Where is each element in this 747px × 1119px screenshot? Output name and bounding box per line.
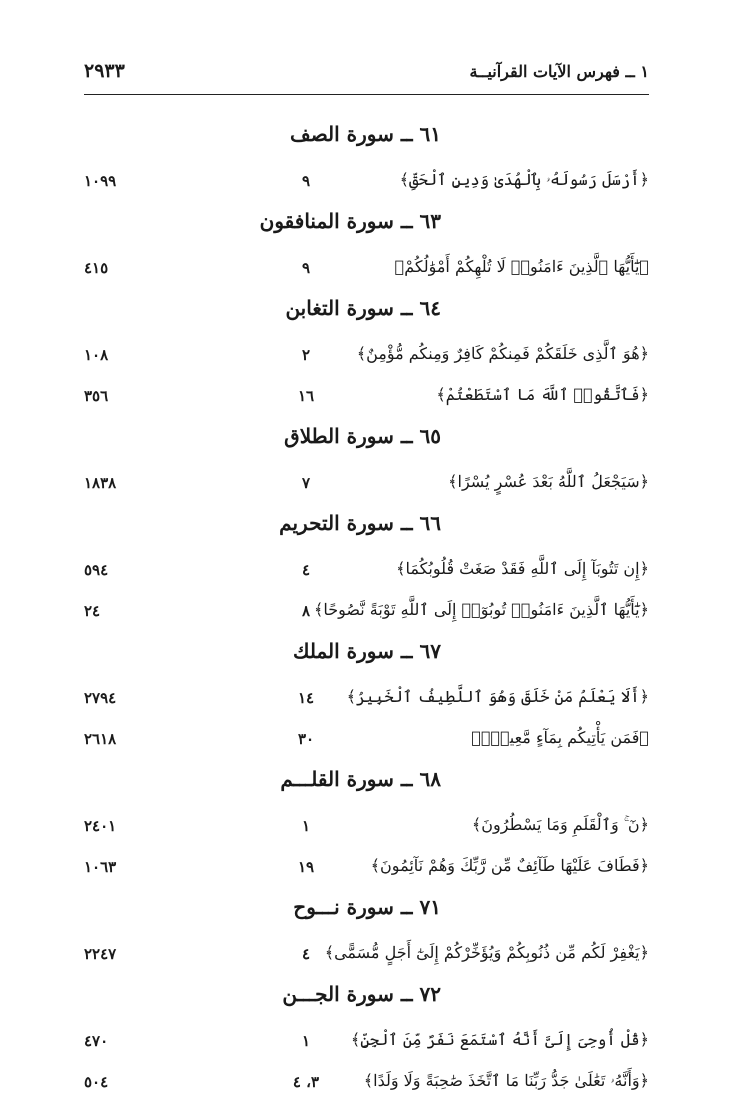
reference-number: ٢٢٤٧ xyxy=(84,945,117,963)
verse-text: ﴿أَلَا يَعْلَمُ مَنْ خَلَقَ وَهُوَ ٱللَّطِيفُ ٱلْخَبِيرُ﴾ xyxy=(346,687,649,706)
ayah-number: ١٤ xyxy=(297,689,315,707)
verse-row xyxy=(0,251,747,292)
verse-row xyxy=(0,164,747,205)
verse-text: ﴿إِن تَتُوبَآ إِلَى ٱللَّهِ فَقَدْ صَغَتْ قُلُوبُكُمَا﴾ xyxy=(396,559,649,578)
verse-row xyxy=(0,594,747,635)
ayah-number: ١٦ xyxy=(297,387,315,405)
reference-number: ٢٤ xyxy=(84,602,101,620)
reference-number: ٣٥٦ xyxy=(84,387,109,405)
ayah-number: ٣٠ xyxy=(297,730,315,748)
verse-row xyxy=(0,809,747,850)
verse-text: ﴿سَيَجْعَلُ ٱللَّهُ بَعْدَ عُسْرٍ يُسْرًا﴾ xyxy=(448,472,649,491)
verse-text: ﴿فَٱتَّقُوا۟ ٱللَّهَ مَا ٱسْتَطَعْتُمْ﴾ xyxy=(436,385,649,404)
surah-heading xyxy=(0,507,747,553)
ayah-number: ١ xyxy=(301,817,311,835)
surah-heading xyxy=(0,635,747,681)
surah-heading xyxy=(0,118,747,164)
surah-title: ٧٢ ــ سورة الجـــن xyxy=(282,982,441,1006)
ayah-number: ١ xyxy=(301,1032,311,1050)
surah-title: ٧١ ــ سورة نـــوح xyxy=(293,895,441,919)
verse-row xyxy=(0,1065,747,1106)
surah-title: ٦٧ ــ سورة الملك xyxy=(292,639,441,663)
page-number: ٢٩٣٣ xyxy=(84,60,125,82)
page-header xyxy=(84,56,649,95)
reference-number: ٢٤٠١ xyxy=(84,817,117,835)
verse-text: ﴿يَٰٓأَيُّهَا ٱلَّذِينَ ءَامَنُوا۟ لَا تُلْهِكُمْ أَمْوَٰلُكُمْ﴾ xyxy=(394,257,649,276)
verse-text: ﴿نٓ ۚ وَٱلْقَلَمِ وَمَا يَسْطُرُونَ﴾ xyxy=(471,815,649,834)
reference-number: ٤١٥ xyxy=(84,259,109,277)
verse-text: ﴿يَٰٓأَيُّهَا ٱلَّذِينَ ءَامَنُوا۟ تُوبُوٓا۟ إِلَى ٱللَّهِ تَوْبَةً نَّصُوحًا﴾ xyxy=(313,600,649,619)
verse-row xyxy=(0,681,747,722)
verse-row xyxy=(0,466,747,507)
verse-text: ﴿فَمَن يَأْتِيكُم بِمَآءٍ مَّعِينٍۭ﴾ xyxy=(471,728,649,747)
ayah-number: ١٩ xyxy=(297,858,315,876)
surah-title: ٦٣ ــ سورة المنافقون xyxy=(259,209,441,233)
ayah-number: ٣، ٤ xyxy=(292,1073,320,1091)
verse-text: ﴿هُوَ ٱلَّذِى خَلَقَكُمْ فَمِنكُمْ كَافِرٌ وَمِنكُم مُّؤْمِنٌ﴾ xyxy=(356,344,649,363)
reference-number: ١٠٩٩ xyxy=(84,172,117,190)
reference-number: ١٠٨ xyxy=(84,346,109,364)
verse-text: ﴿أَرْسَلَ رَسُولَهُۥ بِٱلْهُدَىٰ وَدِينِ ٱلْحَقِّ﴾ xyxy=(399,170,649,189)
reference-number: ١٠٦٣ xyxy=(84,858,117,876)
verse-row xyxy=(0,937,747,978)
reference-number: ٤٧٠ xyxy=(84,1032,109,1050)
verse-row xyxy=(0,722,747,763)
reference-number: ٢٧٩٤ xyxy=(84,689,117,707)
ayah-number: ٤ xyxy=(301,945,311,963)
reference-number: ٢٦١٨ xyxy=(84,730,117,748)
verse-text: ﴿وَأَنَّهُۥ تَعَٰلَىٰ جَدُّ رَبِّنَا مَا ٱتَّخَذَ صَٰحِبَةً وَلَا وَلَدًا﴾ xyxy=(363,1071,649,1090)
running-header-title: ١ ــ فهرس الآيات القرآنيــة xyxy=(469,62,649,81)
ayah-number: ٧ xyxy=(301,474,311,492)
verse-text: ﴿قُلْ أُوحِىَ إِلَىَّ أَنَّهُ ٱسْتَمَعَ نَفَرٌ مِّنَ ٱلْجِنِّ﴾ xyxy=(350,1030,649,1049)
surah-title: ٦٨ ــ سورة القلـــم xyxy=(280,767,441,791)
verse-text: ﴿فَطَافَ عَلَيْهَا طَآئِفٌ مِّن رَّبِّكَ وَهُمْ نَآئِمُونَ﴾ xyxy=(370,856,649,875)
reference-number: ١٨٣٨ xyxy=(84,474,117,492)
verse-row xyxy=(0,338,747,379)
surah-heading xyxy=(0,978,747,1024)
surah-title: ٦١ ــ سورة الصف xyxy=(289,122,441,146)
surah-heading xyxy=(0,763,747,809)
verse-row xyxy=(0,553,747,594)
verse-index xyxy=(0,118,747,1106)
surah-heading xyxy=(0,292,747,338)
surah-heading xyxy=(0,891,747,937)
ayah-number: ٩ xyxy=(301,259,311,277)
verse-row xyxy=(0,1024,747,1065)
verse-text: ﴿يَغْفِرْ لَكُم مِّن ذُنُوبِكُمْ وَيُؤَخِّرْكُمْ إِلَىٰٓ أَجَلٍ مُّسَمًّى﴾ xyxy=(324,943,649,962)
surah-heading xyxy=(0,205,747,251)
ayah-number: ٢ xyxy=(301,346,311,364)
surah-title: ٦٤ ــ سورة التغابن xyxy=(285,296,441,320)
surah-title: ٦٥ ــ سورة الطلاق xyxy=(284,424,441,448)
ayah-number: ٤ xyxy=(301,561,311,579)
surah-title: ٦٦ ــ سورة التحريم xyxy=(279,511,441,535)
surah-heading xyxy=(0,420,747,466)
verse-row xyxy=(0,379,747,420)
ayah-number: ٩ xyxy=(301,172,311,190)
verse-row xyxy=(0,850,747,891)
reference-number: ٥٠٤ xyxy=(84,1073,109,1091)
ayah-number: ٨ xyxy=(301,602,311,620)
reference-number: ٥٩٤ xyxy=(84,561,109,579)
